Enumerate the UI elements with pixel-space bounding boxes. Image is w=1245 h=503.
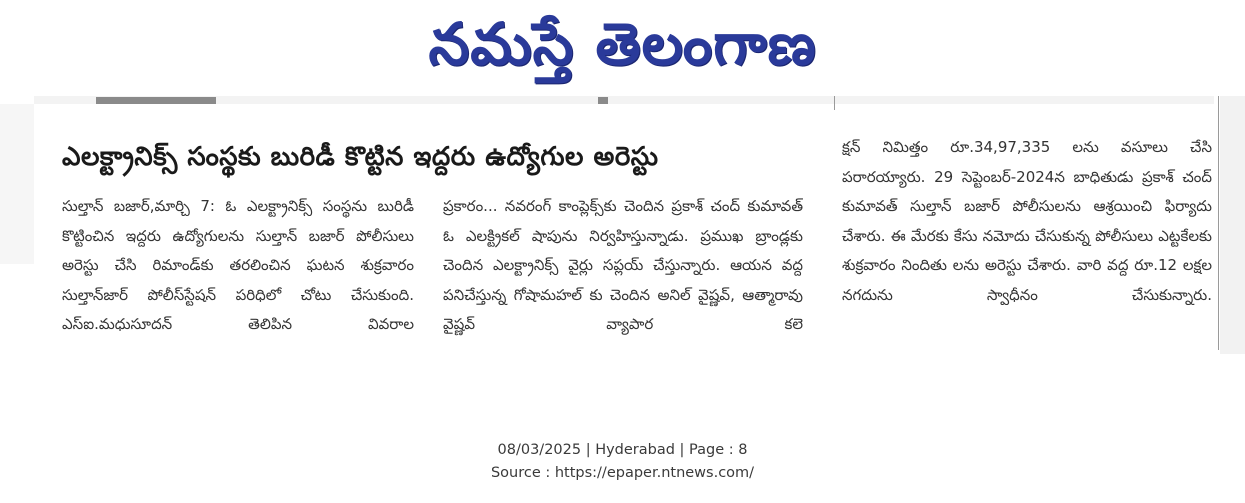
column-divider-top-right (834, 96, 835, 110)
clipping-top-mark-mid (598, 97, 608, 104)
article-column-3-text: క్షన్ నిమిత్తం రూ.34,97,335 లను వసూలు చేసి పరారయ్యారు. 29 సెప్టెంబర్-2024న బాధితుడు ప్రకాశ్ చంద్ కుమావత్ సుల్తాన్ బజార్ పోలీసులను ఆశ్రయించి ఫిర్యాదు చేశారు. ఈ మేరకు కేసు నమోదు చేసుకున్న పోలీసులు ఎట్టకేలకు శుక్రవారం నిందితు లను అరెస్టు చేశారు. వారి వద్ద రూ.12 లక్షల నగదును స్వాధీనం చేసుకున్నారు. (842, 138, 1212, 304)
column-divider-right-border (1218, 96, 1219, 350)
clipping-left-edge (0, 104, 34, 264)
article-column-1 (62, 192, 414, 340)
footer-date-edition-page: 08/03/2025 | Hyderabad | Page : 8 (497, 442, 748, 458)
newspaper-masthead: నమస్తే తెలంగాణ (428, 10, 817, 78)
article-headline: ఎలక్ట్రానిక్స్ సంస్థకు బురిడీ కొట్టిన ఇద్దరు ఉద్యోగుల అరెస్టు (62, 142, 659, 172)
article-column-1-text: సుల్తాన్ బజార్,మార్చి 7: ఓ ఎలక్ట్రానిక్స్ సంస్థను బురిడీ కొట్టించిన ఇద్దరు ఉద్యోగులను సుల్తాన్ బజార్ పోలీసులు అరెస్టు చేసి రిమాండ్‌కు తరలించిన ఘటన శుక్రవారం సుల్తాన్‌జార్ పోలీస్‌స్టేషన్ పరిధిలో చోటు చేసుకుంది. ఎస్ఐ.మధుసూదన్ తెలిపిన వివరాల (62, 197, 414, 333)
clipping-top-mark-left (96, 97, 216, 104)
article-column-2-text: ప్రకారం... నవరంగ్ కాంప్లెక్స్‌కు చెందిన ప్రకాశ్ చంద్ కుమావత్ ఓ ఎలక్ట్రికల్ షాపును నిర్వహిస్తున్నాడు. ప్రముఖ బ్రాండ్లకు చెందిన ఎలక్ట్రానిక్స్ వైర్లు సప్లయ్ చేస్తున్నారు. ఆయన వద్ద పనిచేస్తున్న గోషామహల్ కు చెందిన అనిల్ వైష్ణవ్, ఆత్మారావు వైష్ణవ్ వ్యాపార కలె (443, 197, 803, 333)
article-column-2 (443, 192, 803, 340)
article-column-3 (842, 133, 1212, 310)
clipping-right-edge (1220, 96, 1245, 354)
footer-source: Source : https://epaper.ntnews.com/ (490, 465, 755, 481)
